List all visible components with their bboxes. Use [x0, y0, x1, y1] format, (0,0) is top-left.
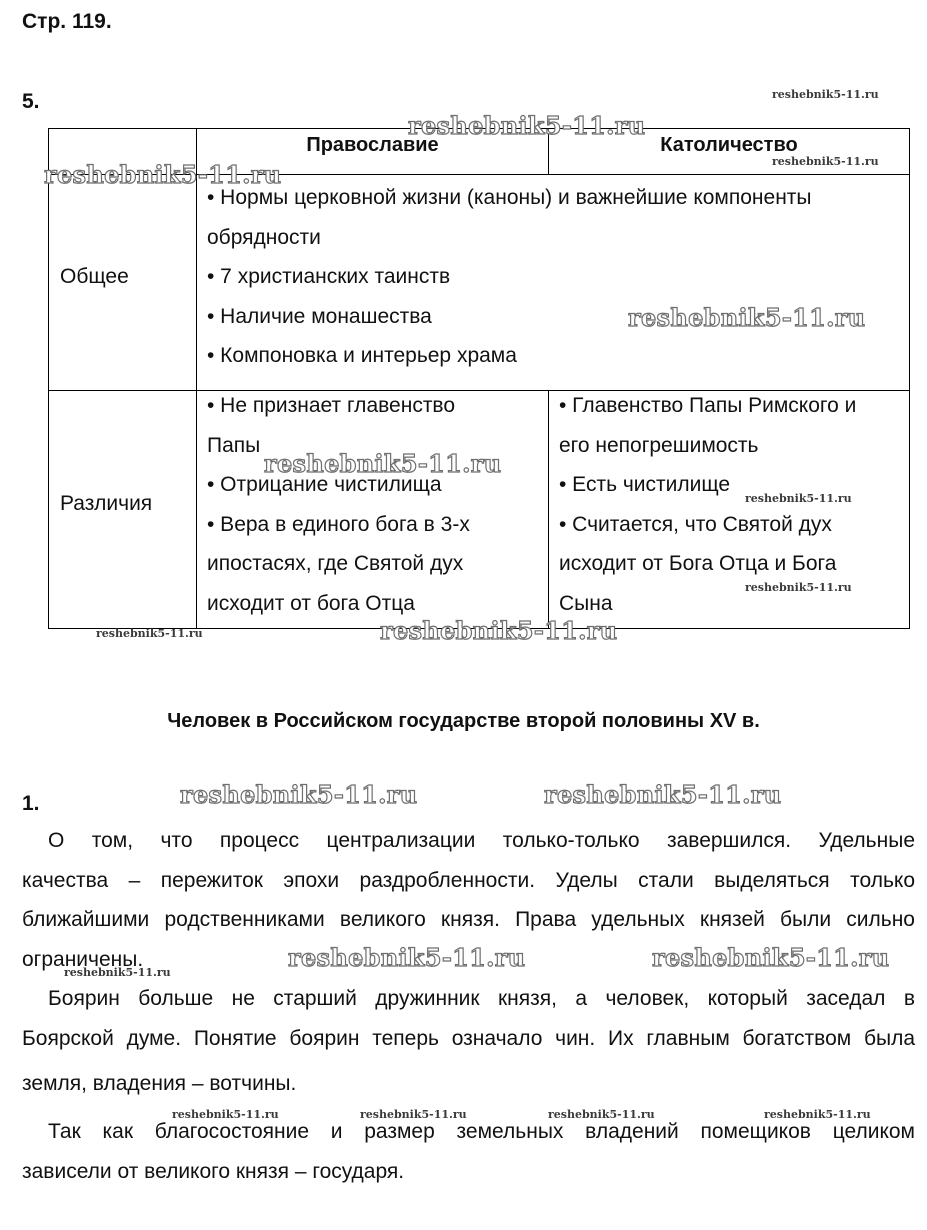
orthodox-diff-line: Папы	[207, 433, 261, 457]
table-border-left	[48, 128, 49, 629]
watermark: reshebnik5-11.ru	[772, 88, 879, 101]
orthodox-diff-line: • Вера в единого бога в 3-х	[207, 512, 470, 536]
watermark: reshebnik5-11.ru	[628, 303, 866, 332]
watermark: reshebnik5-11.ru	[64, 966, 171, 979]
watermark: reshebnik5-11.ru	[96, 627, 203, 640]
common-line: • Наличие монашества	[207, 304, 432, 328]
watermark: reshebnik5-11.ru	[745, 492, 852, 505]
table-border-col2-diff	[548, 390, 549, 629]
watermark: reshebnik5-11.ru	[380, 616, 618, 645]
header-catholicism: Католичество	[660, 134, 798, 156]
task-5-number: 5.	[22, 90, 40, 113]
orthodox-diff-line: • Отрицание чистилища	[207, 473, 442, 496]
watermark: reshebnik5-11.ru	[44, 160, 282, 189]
catholic-diff-line: его непогрешимость	[559, 433, 759, 457]
header-orthodoxy: Православие	[306, 134, 439, 156]
watermark: reshebnik5-11.ru	[264, 449, 502, 478]
catholic-diff-line: • Считается, что Святой дух	[559, 512, 832, 536]
row-label-common: Общее	[60, 265, 129, 288]
paragraph-line: зависели от великого князя – государя.	[22, 1159, 405, 1183]
watermark: reshebnik5-11.ru	[548, 1108, 655, 1121]
watermark: reshebnik5-11.ru	[772, 155, 879, 168]
paragraph-line: качества – пережиток эпохи раздробленности. Уделы стали выделяться только	[22, 868, 915, 892]
paragraph-line: Так как благосостояние и размер земельных владений помещиков целиком	[48, 1120, 915, 1143]
watermark: reshebnik5-11.ru	[652, 943, 890, 972]
orthodox-diff-line: ипостасях, где Святой дух	[207, 552, 464, 575]
watermark: reshebnik5-11.ru	[408, 111, 646, 140]
paragraph-line: земля, владения – вотчины.	[22, 1072, 297, 1095]
paragraph-line: Боярин больше не старший дружинник князя, а человек, который заседал в	[48, 987, 915, 1010]
paragraph-line: Боярской думе. Понятие боярин теперь означало чин. Их главным богатством была	[22, 1026, 915, 1050]
common-line: • 7 христианских таинств	[207, 265, 451, 288]
watermark: reshebnik5-11.ru	[288, 943, 526, 972]
orthodox-diff-line: • Не признает главенство	[207, 394, 456, 417]
common-line: • Компоновка и интерьер храма	[207, 344, 517, 367]
row-label-differences: Различия	[60, 492, 153, 515]
watermark: reshebnik5-11.ru	[764, 1108, 871, 1121]
orthodox-diff-line: исходит от бога Отца	[207, 591, 415, 615]
table-border-right	[909, 128, 910, 629]
table-border-col1	[196, 128, 197, 629]
watermark: reshebnik5-11.ru	[360, 1108, 467, 1121]
common-line: • Нормы церковной жизни (каноны) и важнейшие компоненты	[207, 186, 812, 209]
catholic-diff-line: Сына	[559, 591, 613, 615]
page-number: Стр. 119.	[22, 10, 112, 33]
common-line: обрядности	[207, 225, 321, 249]
section-title: Человек в Российском государстве второй половины XV в.	[167, 710, 760, 732]
catholic-diff-line: • Есть чистилище	[559, 473, 731, 496]
watermark: reshebnik5-11.ru	[180, 780, 418, 809]
paragraph-line: О том, что процесс централизации только-только завершился. Удельные	[48, 829, 915, 852]
catholic-diff-line: исходит от Бога Отца и Бога	[559, 552, 837, 575]
paragraph-line: ближайшими родственниками великого князя. Права удельных князей были сильно	[22, 908, 915, 931]
catholic-diff-line: • Главенство Папы Римского и	[559, 394, 857, 417]
watermark: reshebnik5-11.ru	[745, 581, 852, 594]
paragraph-line: ограничены.	[22, 947, 144, 971]
watermark: reshebnik5-11.ru	[172, 1108, 279, 1121]
watermark: reshebnik5-11.ru	[544, 780, 782, 809]
task-1-number: 1.	[22, 792, 40, 815]
